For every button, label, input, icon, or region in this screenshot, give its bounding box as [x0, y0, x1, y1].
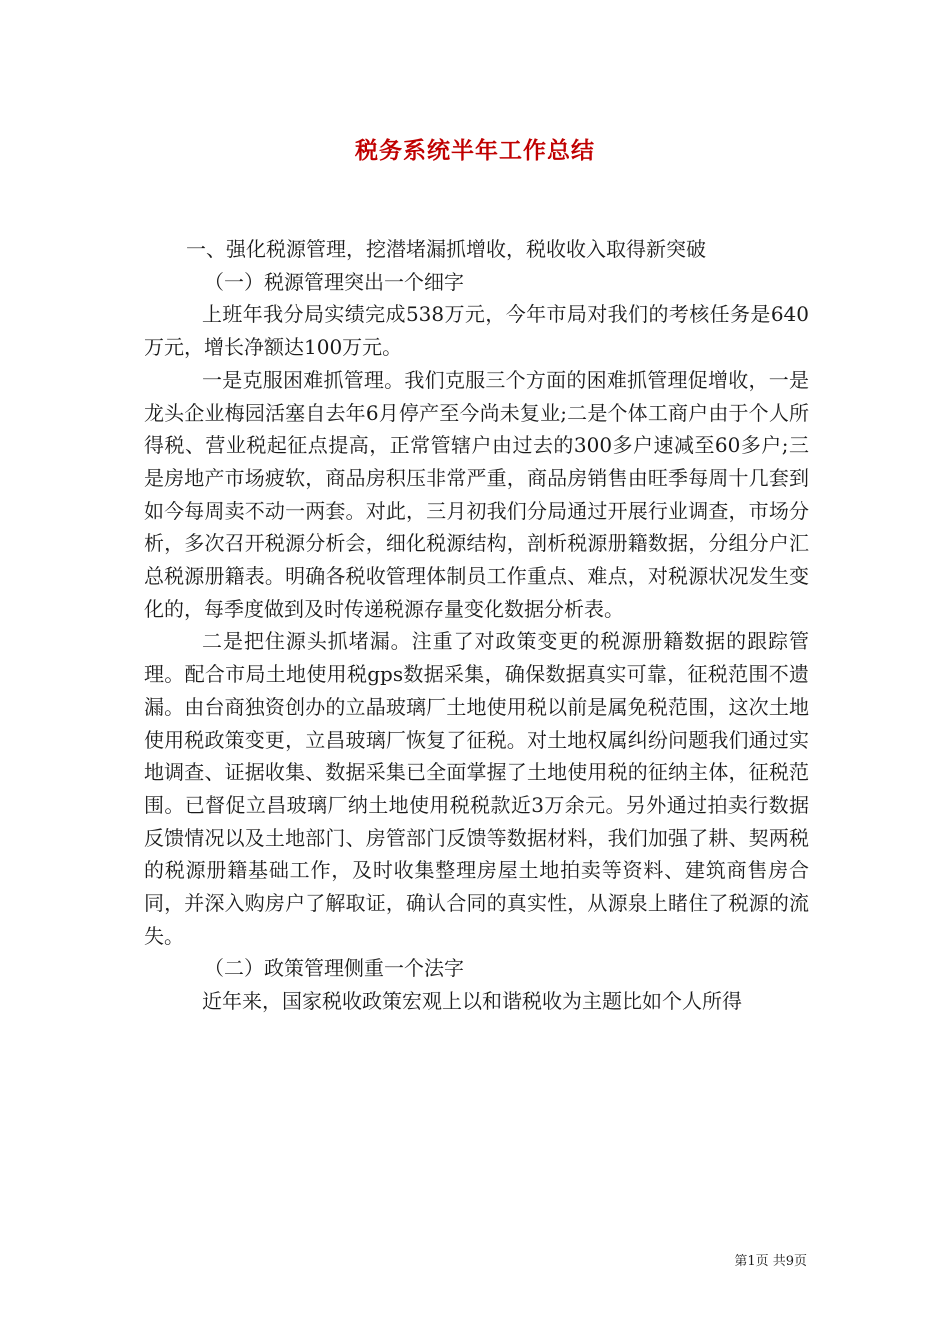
paragraph: 近年来，国家税收政策宏观上以和谐税收为主题比如个人所得 — [202, 989, 742, 1014]
paragraph: 二是把住源头抓堵漏。注重了对政策变更的税源册籍数据的跟踪管理。配合市局土地使用税gps数据采集，确保数据真实可靠，征税范围不遗漏。由台商独资创办的立晶玻璃厂土地使用税以前是属免税范围，这次土地使用税政策变更，立昌玻璃厂恢复了征税。对土地权属纠纷问题我们通过实地调查、证据收集、数据采集已全面掌握了土地使用税的征纳主体，征税范围。已督促立昌玻璃厂纳土地使用税税款近3万余元。另外通过拍卖行数据反馈情况以及土地部门、房管部门反馈等数据材料，我们加强了耕、契两税的税源册籍基础工作，及时收集整理房屋土地拍卖等资料、建筑商售房合同，并深入购房户了解取证，确认合同的真实性，从源泉上睹住了税源的流失。 — [144, 629, 809, 948]
paragraph: 上班年我分局实绩完成538万元，今年市局对我们的考核任务是640万元，增长净额达100万元。 — [144, 302, 809, 360]
paragraph: 一是克服困难抓管理。我们克服三个方面的困难抓管理促增收，一是龙头企业梅园活塞自去年6月停产至今尚未复业;二是个体工商户由于个人所得税、营业税起征点提高，正常管辖户由过去的300多户速减至60多户;三是房地产市场疲软，商品房积压非常严重，商品房销售由旺季每周十几套到如今每周卖不动一两套。对此，三月初我们分局通过开展行业调查，市场分析，多次召开税源分析会，细化税源结构，剖析税源册籍数据，分组分户汇总税源册籍表。明确各税收管理体制员工作重点、难点，对税源状况发生变化的，每季度做到及时传递税源存量变化数据分析表。 — [144, 367, 809, 621]
page-footer: 第1页 共9页 — [734, 1254, 807, 1269]
document-body — [144, 233, 809, 1018]
section-heading-1: 一、强化税源管理，挖潜堵漏抓增收，税收收入取得新突破 — [186, 237, 706, 261]
subsection-heading: （二）政策管理侧重一个法字 — [204, 956, 464, 981]
page-title: 税务系统半年工作总结 — [355, 137, 595, 164]
subsection-heading: （一）税源管理突出一个细字 — [204, 269, 464, 294]
